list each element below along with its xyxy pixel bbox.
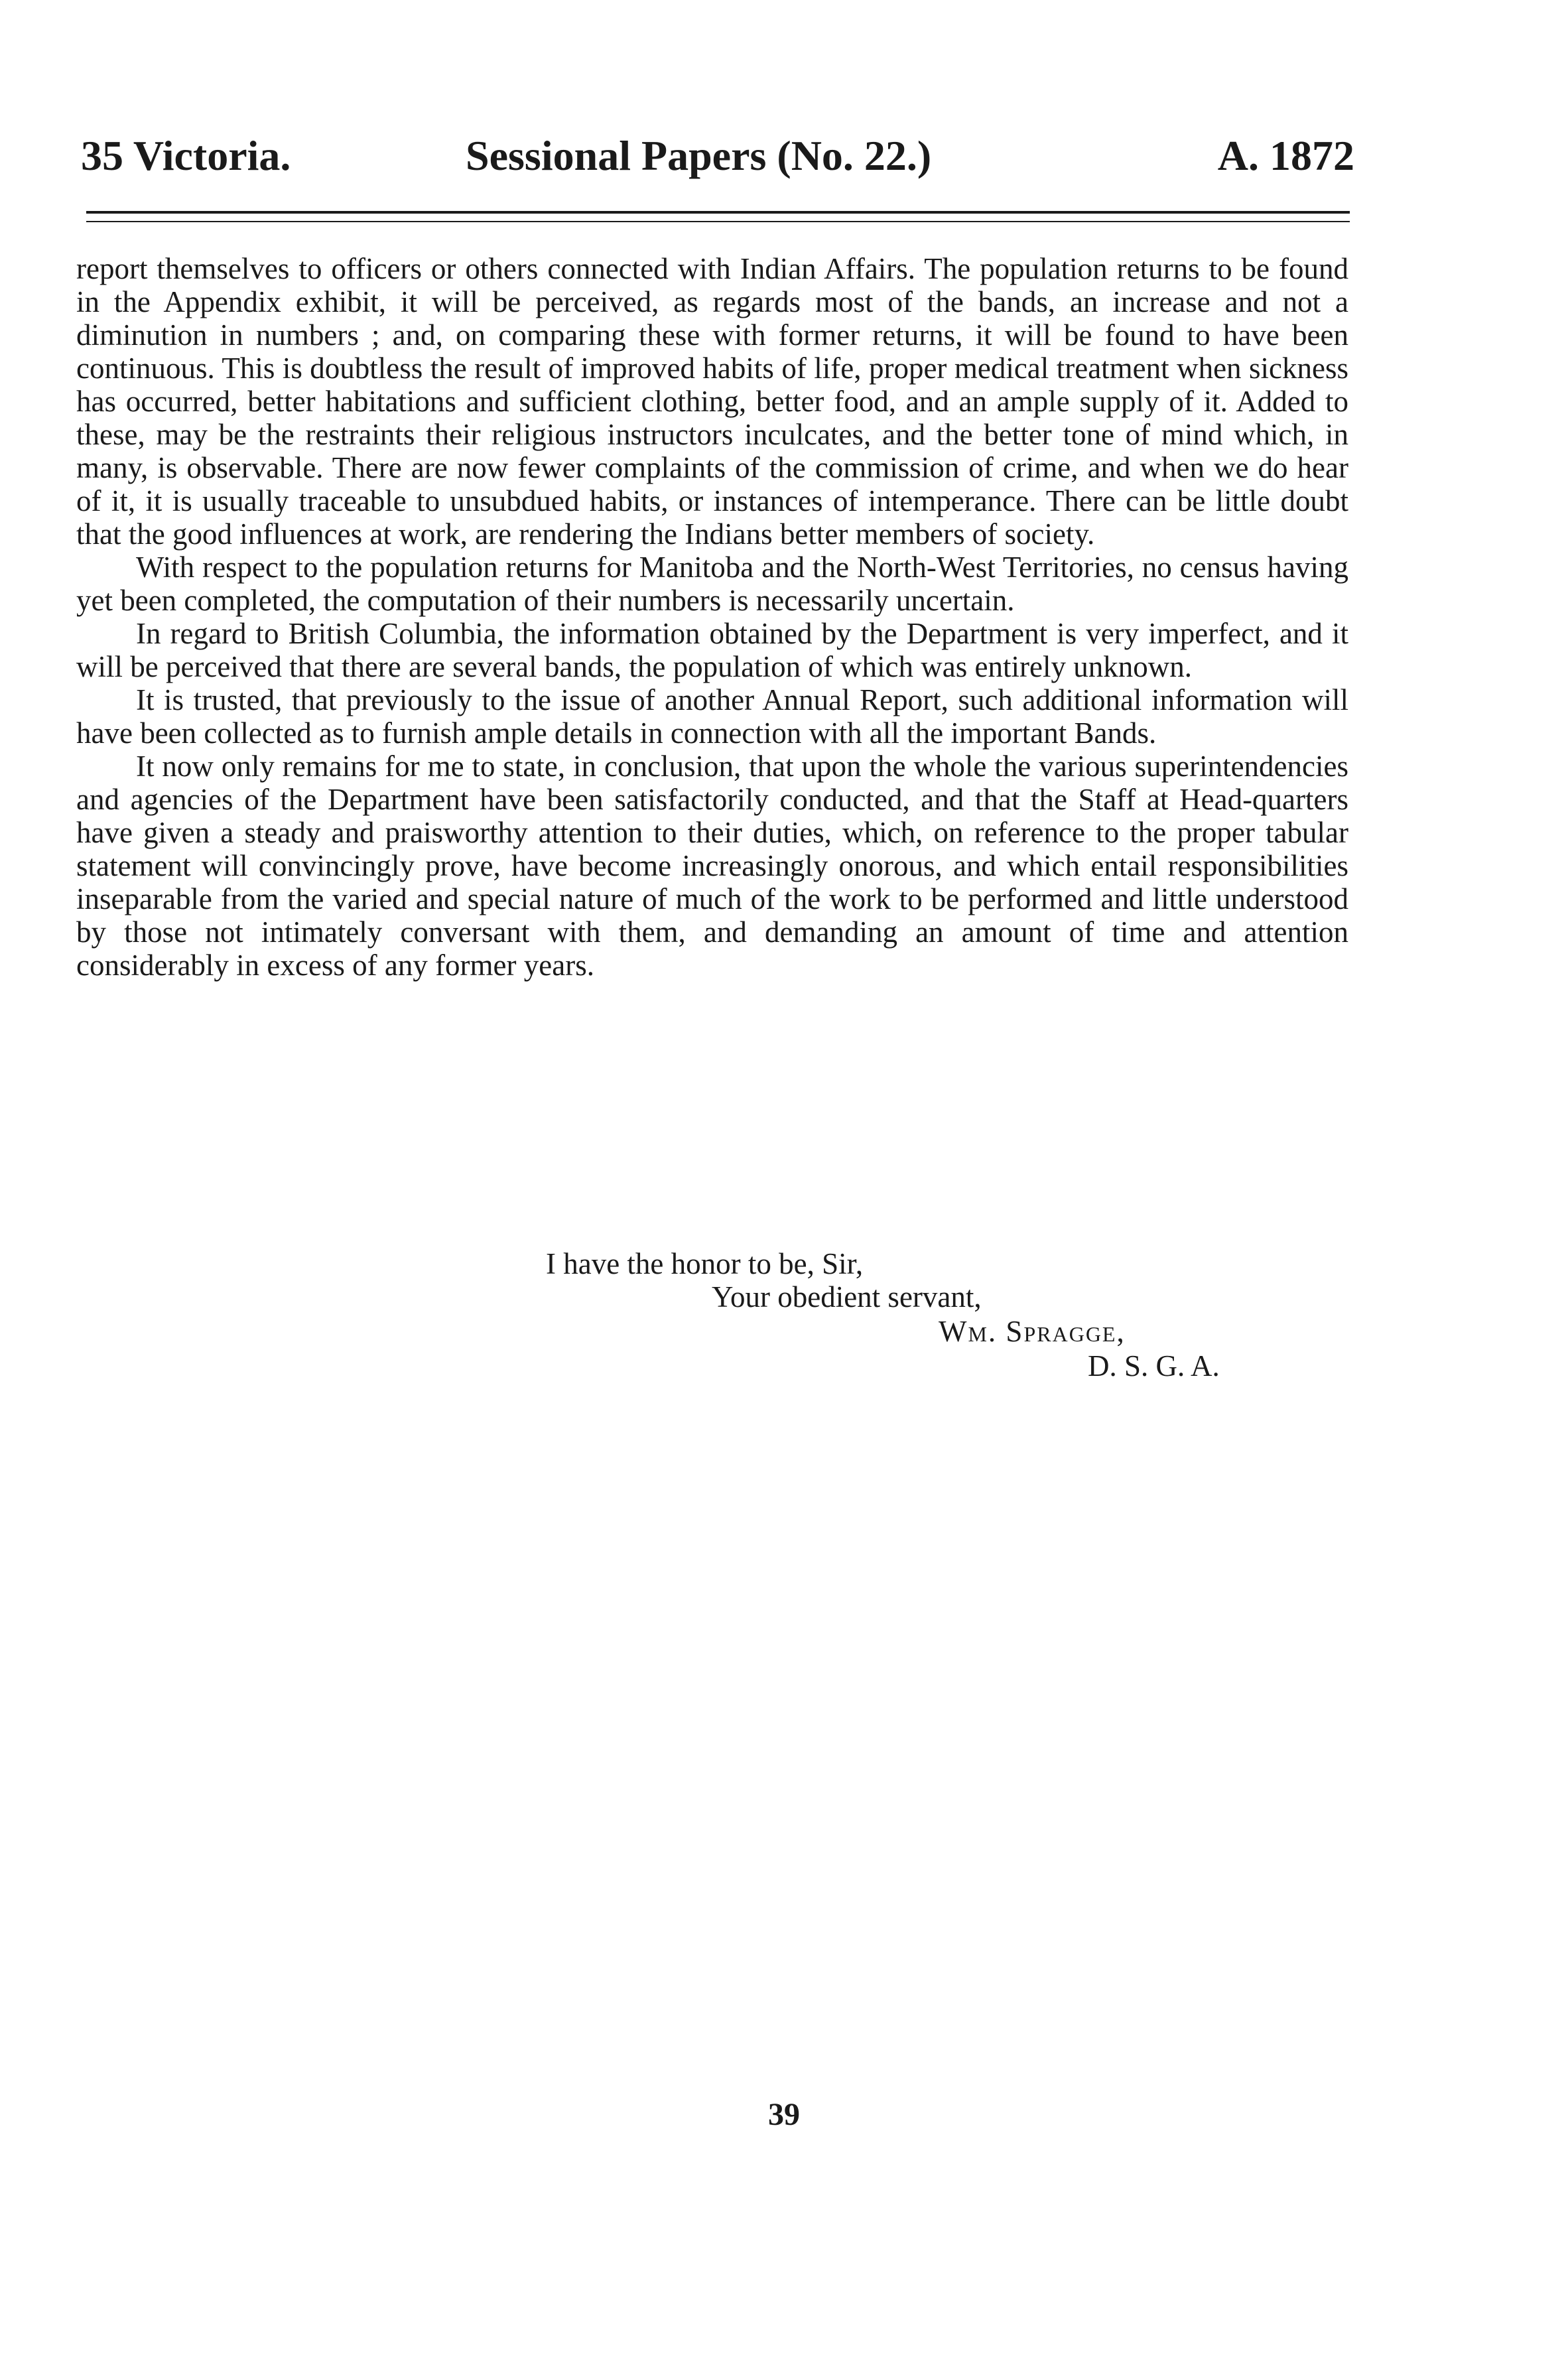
valediction: Your obedient servant, — [712, 1280, 982, 1313]
signature: Wm. Spragge, — [939, 1315, 1126, 1348]
header-rule-thick — [86, 211, 1350, 214]
paragraph-annual-report: It is trusted, that previously to the issue of another Annual Report, such additional information will have been collected as to furnish ample details in connection with all the important Bands. — [76, 683, 1348, 750]
running-header — [81, 126, 1354, 186]
header-rule-thin — [86, 221, 1350, 222]
signatory-title: D. S. G. A. — [1088, 1349, 1220, 1382]
letter-closing — [76, 1247, 1348, 1420]
paragraph-manitoba: With respect to the population returns for Manitoba and the North-West Territories, no census having yet been completed, the computation of their numbers is necessarily uncertain. — [76, 551, 1348, 617]
salutation: I have the honor to be, Sir, — [546, 1247, 864, 1280]
header-title: Sessional Papers (No. 22.) — [466, 132, 932, 179]
paragraph-british-columbia: In regard to British Columbia, the information obtained by the Department is very imperfect, and it will be perceived that there are several bands, the population of which was entirely unknown. — [76, 617, 1348, 683]
paragraph-population: report themselves to officers or others connected with Indian Affairs. The population returns to be found in the Appendix exhibit, it will be perceived, as regards most of the bands, an increase and not a diminution in numbers ; and, on comparing these with former returns, it will be found to have been continuous. This is doubtless the result of improved habits of life, proper medical treatment when sickness has occurred, better habitations and sufficient clothing, better food, and an ample supply of it. Added to these, may be the restraints their religious instructors inculcates, and the better tone of mind which, in many, is observable. There are now fewer complaints of the commission of crime, and when we do hear of it, it is usually traceable to unsubdued habits, or instances of intemperance. There can be little doubt that the good influences at work, are rendering the Indians better members of society. — [76, 252, 1348, 551]
paragraph-conclusion: It now only remains for me to state, in conclusion, that upon the whole the various superintendencies and agencies of the Department have been satisfactorily conducted, and that the Staff at Head-quarters have given a steady and praisworthy attention to their duties, which, on reference to the proper tabular statement will convincingly prove, have become increasingly onorous, and which entail responsibilities inseparable from the varied and special nature of much of the work to be performed and little understood by those not intimately conversant with them, and demanding an amount of time and attention considerably in excess of any former years. — [76, 750, 1348, 982]
report-body — [76, 252, 1348, 982]
page-number: 39 — [768, 2097, 800, 2132]
header-volume: 35 Victoria. — [81, 132, 291, 179]
header-year: A. 1872 — [1217, 132, 1354, 179]
